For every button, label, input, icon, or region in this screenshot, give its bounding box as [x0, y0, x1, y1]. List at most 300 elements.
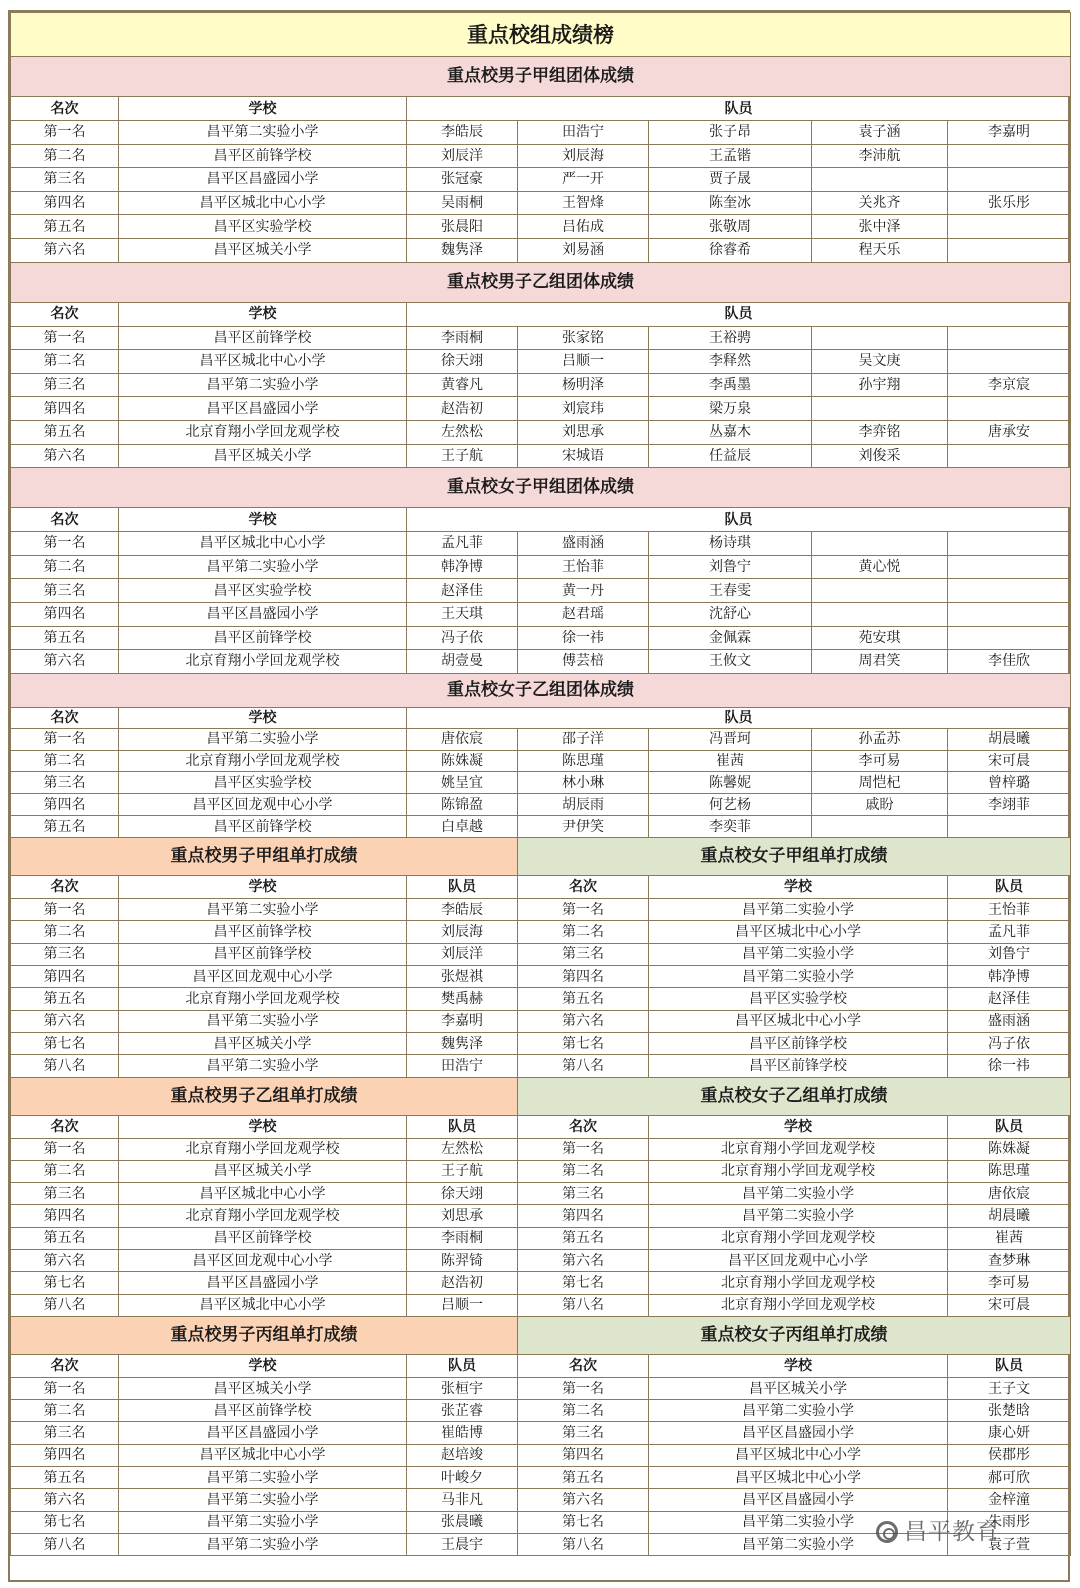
school-cell: 北京育翔小学回龙观学校	[649, 1138, 948, 1160]
player-cell: 侯郡彤	[948, 1444, 1071, 1466]
team-section-title: 重点校男子乙组团体成绩	[11, 262, 1071, 302]
rank-cell: 第二名	[11, 750, 119, 772]
member-cell: 吴雨桐	[407, 191, 518, 215]
member-cell: 李沛航	[812, 144, 948, 168]
member-cell: 任益辰	[649, 444, 812, 468]
player-cell: 宋可晨	[948, 1294, 1071, 1316]
rank-cell: 第六名	[11, 1250, 119, 1272]
team-result-row	[11, 191, 1071, 215]
singles-title-row	[11, 1316, 1071, 1354]
school-header: 学校	[119, 1354, 407, 1377]
member-cell: 戚盼	[812, 794, 948, 816]
member-cell: 贾子晟	[649, 168, 812, 192]
player-cell: 刘辰海	[407, 921, 518, 943]
singles-result-row	[11, 1205, 1071, 1227]
rank-cell: 第三名	[11, 579, 119, 603]
boys-singles-title: 重点校男子甲组单打成绩	[11, 838, 518, 876]
rank-cell: 第三名	[11, 1422, 119, 1444]
member-cell: 胡壹曼	[407, 650, 518, 674]
member-cell	[948, 579, 1071, 603]
member-cell: 孙孟苏	[812, 728, 948, 750]
player-cell: 李雨桐	[407, 1227, 518, 1249]
rank-cell: 第一名	[518, 899, 649, 921]
member-cell: 魏隽泽	[407, 238, 518, 262]
team-result-row	[11, 121, 1071, 145]
school-cell: 昌平第二实验小学	[119, 1055, 407, 1077]
member-cell: 张家铭	[518, 326, 649, 350]
player-cell: 张桓宇	[407, 1377, 518, 1399]
member-cell: 陈奎冰	[649, 191, 812, 215]
player-cell: 陈羿锜	[407, 1250, 518, 1272]
member-cell: 李可易	[812, 750, 948, 772]
member-cell: 冯晋珂	[649, 728, 812, 750]
member-cell	[812, 326, 948, 350]
rank-cell: 第四名	[518, 1444, 649, 1466]
player-header: 队员	[948, 1354, 1071, 1377]
school-cell: 昌平区前锋学校	[649, 1055, 948, 1077]
school-cell: 昌平区昌盛园小学	[649, 1489, 948, 1511]
rank-cell: 第七名	[518, 1272, 649, 1294]
member-cell: 刘宸玮	[518, 397, 649, 421]
player-cell: 孟凡菲	[948, 921, 1071, 943]
team-result-row	[11, 238, 1071, 262]
singles-result-row	[11, 1272, 1071, 1294]
results-table	[10, 12, 1071, 1556]
member-cell: 王天琪	[407, 602, 518, 626]
members-header: 队员	[407, 97, 1071, 121]
player-cell: 马非凡	[407, 1489, 518, 1511]
team-result-row	[11, 728, 1071, 750]
player-cell: 王晨宇	[407, 1533, 518, 1555]
member-cell: 李京宸	[948, 373, 1071, 397]
school-header: 学校	[119, 876, 407, 899]
member-cell: 李嘉明	[948, 121, 1071, 145]
singles-result-row	[11, 943, 1071, 965]
player-cell: 张楚晗	[948, 1400, 1071, 1422]
member-cell: 王怡菲	[518, 555, 649, 579]
rank-cell: 第二名	[518, 921, 649, 943]
rank-cell: 第四名	[518, 966, 649, 988]
school-cell: 昌平区城北中心小学	[119, 532, 407, 556]
member-cell: 陈姝凝	[407, 750, 518, 772]
rank-cell: 第七名	[518, 1511, 649, 1533]
rank-cell: 第五名	[11, 816, 119, 838]
player-cell: 徐天翊	[407, 1183, 518, 1205]
rank-cell: 第一名	[11, 532, 119, 556]
boys-singles-title: 重点校男子乙组单打成绩	[11, 1077, 518, 1115]
girls-singles-title: 重点校女子丙组单打成绩	[518, 1316, 1071, 1354]
school-cell: 昌平区前锋学校	[119, 1227, 407, 1249]
singles-header-row	[11, 876, 1071, 899]
member-cell: 张敬周	[649, 215, 812, 239]
rank-cell: 第二名	[518, 1160, 649, 1182]
school-cell: 昌平区昌盛园小学	[119, 602, 407, 626]
member-cell: 赵浩初	[407, 397, 518, 421]
member-cell: 傅芸棓	[518, 650, 649, 674]
member-cell: 邵子洋	[518, 728, 649, 750]
member-cell: 李皓辰	[407, 121, 518, 145]
player-cell: 刘思承	[407, 1205, 518, 1227]
school-cell: 昌平区实验学校	[649, 988, 948, 1010]
member-cell: 张晨阳	[407, 215, 518, 239]
member-cell: 刘思承	[518, 420, 649, 444]
singles-result-row	[11, 921, 1071, 943]
school-cell: 昌平区前锋学校	[119, 943, 407, 965]
rank-header: 名次	[518, 876, 649, 899]
school-cell: 昌平第二实验小学	[119, 728, 407, 750]
member-cell	[812, 397, 948, 421]
rank-cell: 第二名	[11, 350, 119, 374]
school-cell: 昌平区城北中心小学	[119, 191, 407, 215]
rank-cell: 第二名	[11, 1400, 119, 1422]
rank-cell: 第八名	[11, 1055, 119, 1077]
member-cell: 唐依宸	[407, 728, 518, 750]
player-header: 队员	[407, 876, 518, 899]
school-cell: 昌平区前锋学校	[119, 921, 407, 943]
rank-cell: 第六名	[11, 650, 119, 674]
rank-cell: 第四名	[11, 1444, 119, 1466]
school-cell: 昌平第二实验小学	[119, 899, 407, 921]
school-cell: 昌平区昌盛园小学	[119, 1422, 407, 1444]
player-cell: 袁子萱	[948, 1533, 1071, 1555]
rank-header: 名次	[518, 1354, 649, 1377]
rank-cell: 第八名	[11, 1533, 119, 1555]
member-cell: 胡晨曦	[948, 728, 1071, 750]
member-cell	[812, 579, 948, 603]
member-cell: 崔茜	[649, 750, 812, 772]
player-header: 队员	[948, 876, 1071, 899]
rank-header: 名次	[11, 302, 119, 326]
members-header: 队员	[407, 707, 1071, 728]
team-result-row	[11, 532, 1071, 556]
school-cell: 北京育翔小学回龙观学校	[119, 1138, 407, 1160]
singles-title-row	[11, 1077, 1071, 1115]
rank-cell: 第四名	[518, 1205, 649, 1227]
member-cell: 冯子依	[407, 626, 518, 650]
school-cell: 昌平区回龙观中心小学	[119, 1250, 407, 1272]
rank-cell: 第五名	[518, 988, 649, 1010]
school-cell: 昌平区城关小学	[119, 1377, 407, 1399]
rank-cell: 第四名	[11, 191, 119, 215]
girls-singles-title: 重点校女子乙组单打成绩	[518, 1077, 1071, 1115]
player-cell: 崔茜	[948, 1227, 1071, 1249]
member-cell: 沈舒心	[649, 602, 812, 626]
school-cell: 昌平区城关小学	[119, 1032, 407, 1054]
member-cell: 何艺杨	[649, 794, 812, 816]
school-cell: 昌平第二实验小学	[119, 373, 407, 397]
member-cell	[948, 238, 1071, 262]
rank-cell: 第六名	[11, 444, 119, 468]
member-cell: 杨明泽	[518, 373, 649, 397]
school-cell: 昌平第二实验小学	[649, 943, 948, 965]
rank-cell: 第五名	[11, 420, 119, 444]
school-cell: 昌平区城北中心小学	[119, 1294, 407, 1316]
member-cell: 梁万泉	[649, 397, 812, 421]
rank-cell: 第八名	[518, 1533, 649, 1555]
singles-result-row	[11, 1160, 1071, 1182]
singles-result-row	[11, 1250, 1071, 1272]
team-result-row	[11, 373, 1071, 397]
rank-header: 名次	[11, 707, 119, 728]
member-cell: 陈馨妮	[649, 772, 812, 794]
player-cell: 叶峻夕	[407, 1467, 518, 1489]
member-cell	[812, 168, 948, 192]
singles-result-row	[11, 1010, 1071, 1032]
player-cell: 徐一祎	[948, 1055, 1071, 1077]
school-cell: 昌平区前锋学校	[119, 1400, 407, 1422]
rank-header: 名次	[11, 1354, 119, 1377]
player-cell: 李嘉明	[407, 1010, 518, 1032]
school-cell: 北京育翔小学回龙观学校	[119, 750, 407, 772]
player-cell: 魏隽泽	[407, 1032, 518, 1054]
member-cell	[812, 532, 948, 556]
school-cell: 昌平第二实验小学	[119, 1489, 407, 1511]
school-cell: 昌平区前锋学校	[119, 626, 407, 650]
school-cell: 昌平区前锋学校	[119, 144, 407, 168]
member-cell	[948, 602, 1071, 626]
member-cell: 白卓越	[407, 816, 518, 838]
member-cell: 刘辰洋	[407, 144, 518, 168]
member-cell: 杨诗琪	[649, 532, 812, 556]
member-cell: 黄睿凡	[407, 373, 518, 397]
member-cell: 李禹墨	[649, 373, 812, 397]
player-cell: 冯子依	[948, 1032, 1071, 1054]
rank-cell: 第三名	[11, 168, 119, 192]
member-cell	[812, 816, 948, 838]
rank-cell: 第三名	[11, 943, 119, 965]
member-cell: 田浩宁	[518, 121, 649, 145]
school-cell: 北京育翔小学回龙观学校	[649, 1272, 948, 1294]
team-section-title-row	[11, 262, 1071, 302]
team-section-title-row	[11, 468, 1071, 508]
player-cell: 赵培竣	[407, 1444, 518, 1466]
weibo-logo-icon	[876, 1521, 898, 1543]
player-cell: 韩净博	[948, 966, 1071, 988]
singles-result-row	[11, 1032, 1071, 1054]
rank-cell: 第四名	[11, 966, 119, 988]
rank-cell: 第四名	[11, 602, 119, 626]
school-cell: 昌平区城关小学	[649, 1377, 948, 1399]
rank-cell: 第四名	[11, 397, 119, 421]
school-cell: 北京育翔小学回龙观学校	[649, 1160, 948, 1182]
school-header: 学校	[649, 876, 948, 899]
player-cell: 刘鲁宁	[948, 943, 1071, 965]
member-cell: 唐承安	[948, 420, 1071, 444]
member-cell: 曾梓璐	[948, 772, 1071, 794]
member-cell: 丛嘉木	[649, 420, 812, 444]
team-result-row	[11, 750, 1071, 772]
player-cell: 王怡菲	[948, 899, 1071, 921]
member-cell: 李翊菲	[948, 794, 1071, 816]
rank-cell: 第五名	[11, 626, 119, 650]
watermark-text: 昌平教育	[904, 1519, 1000, 1545]
player-cell: 李皓辰	[407, 899, 518, 921]
singles-result-row	[11, 1467, 1071, 1489]
team-result-row	[11, 326, 1071, 350]
school-cell: 昌平区昌盛园小学	[119, 397, 407, 421]
school-cell: 昌平区昌盛园小学	[649, 1422, 948, 1444]
member-cell: 赵君瑶	[518, 602, 649, 626]
rank-cell: 第二名	[11, 921, 119, 943]
school-cell: 北京育翔小学回龙观学校	[119, 988, 407, 1010]
school-header: 学校	[119, 302, 407, 326]
member-cell: 李弈铭	[812, 420, 948, 444]
member-cell	[948, 350, 1071, 374]
singles-result-row	[11, 1489, 1071, 1511]
team-result-row	[11, 626, 1071, 650]
school-cell: 北京育翔小学回龙观学校	[649, 1227, 948, 1249]
school-cell: 昌平第二实验小学	[119, 1467, 407, 1489]
member-cell: 王裕骋	[649, 326, 812, 350]
school-cell: 昌平第二实验小学	[649, 1511, 948, 1533]
school-header: 学校	[119, 508, 407, 532]
team-result-row	[11, 794, 1071, 816]
rank-cell: 第五名	[11, 1227, 119, 1249]
member-cell: 张子昂	[649, 121, 812, 145]
player-cell: 张芷睿	[407, 1400, 518, 1422]
rank-cell: 第五名	[518, 1227, 649, 1249]
team-result-row	[11, 555, 1071, 579]
member-cell: 李释然	[649, 350, 812, 374]
school-cell: 北京育翔小学回龙观学校	[119, 1205, 407, 1227]
member-cell: 黄心悦	[812, 555, 948, 579]
rank-cell: 第五名	[11, 988, 119, 1010]
rank-cell: 第五名	[11, 215, 119, 239]
rank-header: 名次	[11, 508, 119, 532]
school-cell: 昌平第二实验小学	[119, 1533, 407, 1555]
member-cell: 黄一丹	[518, 579, 649, 603]
member-cell: 刘辰海	[518, 144, 649, 168]
team-result-row	[11, 444, 1071, 468]
team-result-row	[11, 350, 1071, 374]
member-cell: 张冠豪	[407, 168, 518, 192]
team-result-row	[11, 420, 1071, 444]
rank-cell: 第六名	[11, 1489, 119, 1511]
rank-cell: 第三名	[11, 772, 119, 794]
team-section-title: 重点校男子甲组团体成绩	[11, 57, 1071, 97]
team-header-row	[11, 707, 1071, 728]
school-cell: 昌平区城北中心小学	[649, 1467, 948, 1489]
rank-cell: 第三名	[11, 1183, 119, 1205]
singles-title-row	[11, 838, 1071, 876]
member-cell: 左然松	[407, 420, 518, 444]
singles-result-row	[11, 1055, 1071, 1077]
member-cell: 林小琳	[518, 772, 649, 794]
member-cell: 韩净博	[407, 555, 518, 579]
player-cell: 郝可欣	[948, 1467, 1071, 1489]
player-cell: 张煜祺	[407, 966, 518, 988]
singles-result-row	[11, 988, 1071, 1010]
player-cell: 赵泽佳	[948, 988, 1071, 1010]
member-cell: 徐天翊	[407, 350, 518, 374]
school-cell: 昌平第二实验小学	[119, 1511, 407, 1533]
rank-cell: 第五名	[11, 1467, 119, 1489]
member-cell: 徐睿希	[649, 238, 812, 262]
rank-cell: 第八名	[518, 1294, 649, 1316]
team-header-row	[11, 302, 1071, 326]
team-result-row	[11, 215, 1071, 239]
rank-cell: 第一名	[11, 1138, 119, 1160]
school-cell: 昌平第二实验小学	[649, 1205, 948, 1227]
member-cell	[948, 555, 1071, 579]
rank-cell: 第六名	[11, 238, 119, 262]
rank-header: 名次	[11, 876, 119, 899]
rank-cell: 第七名	[11, 1032, 119, 1054]
member-cell	[948, 397, 1071, 421]
team-result-row	[11, 168, 1071, 192]
team-section-title-row	[11, 673, 1071, 707]
team-header-row	[11, 97, 1071, 121]
member-cell: 金佩霖	[649, 626, 812, 650]
team-result-row	[11, 650, 1071, 674]
school-cell: 昌平第二实验小学	[119, 555, 407, 579]
school-cell: 北京育翔小学回龙观学校	[119, 420, 407, 444]
member-cell: 严一开	[518, 168, 649, 192]
rank-cell: 第六名	[518, 1250, 649, 1272]
rank-cell: 第一名	[518, 1377, 649, 1399]
member-cell: 王春雯	[649, 579, 812, 603]
rank-cell: 第三名	[518, 1183, 649, 1205]
rank-cell: 第三名	[518, 943, 649, 965]
rank-cell: 第八名	[518, 1055, 649, 1077]
rank-cell: 第二名	[11, 1160, 119, 1182]
school-cell: 昌平区前锋学校	[119, 326, 407, 350]
member-cell	[948, 144, 1071, 168]
school-cell: 昌平区回龙观中心小学	[649, 1250, 948, 1272]
player-cell: 查梦琳	[948, 1250, 1071, 1272]
player-cell: 盛雨涵	[948, 1010, 1071, 1032]
members-header: 队员	[407, 302, 1071, 326]
title-row	[11, 13, 1071, 57]
player-cell: 田浩宁	[407, 1055, 518, 1077]
member-cell: 程天乐	[812, 238, 948, 262]
rank-cell: 第四名	[11, 794, 119, 816]
school-header: 学校	[119, 707, 407, 728]
school-cell: 北京育翔小学回龙观学校	[119, 650, 407, 674]
member-cell: 李奕菲	[649, 816, 812, 838]
singles-result-row	[11, 1400, 1071, 1422]
member-cell: 周恺杞	[812, 772, 948, 794]
member-cell	[948, 168, 1071, 192]
school-cell: 昌平区昌盛园小学	[119, 168, 407, 192]
member-cell	[812, 602, 948, 626]
team-result-row	[11, 144, 1071, 168]
school-cell: 昌平区城北中心小学	[649, 921, 948, 943]
player-cell: 朱雨彤	[948, 1511, 1071, 1533]
rank-header: 名次	[518, 1115, 649, 1138]
member-cell: 张乐彤	[948, 191, 1071, 215]
player-cell: 金梓潼	[948, 1489, 1071, 1511]
player-cell: 樊禹赫	[407, 988, 518, 1010]
team-section-title-row	[11, 57, 1071, 97]
rank-cell: 第八名	[11, 1294, 119, 1316]
school-cell: 昌平第二实验小学	[649, 1183, 948, 1205]
member-cell: 苑安琪	[812, 626, 948, 650]
member-cell: 袁子涵	[812, 121, 948, 145]
school-cell: 昌平区昌盛园小学	[119, 1272, 407, 1294]
member-cell: 吕顺一	[518, 350, 649, 374]
school-cell: 昌平区实验学校	[119, 772, 407, 794]
member-cell: 刘俊采	[812, 444, 948, 468]
member-cell	[948, 326, 1071, 350]
member-cell: 宋可晨	[948, 750, 1071, 772]
member-cell: 王孟锴	[649, 144, 812, 168]
member-cell: 姚呈宜	[407, 772, 518, 794]
member-cell: 王子航	[407, 444, 518, 468]
player-cell: 赵浩初	[407, 1272, 518, 1294]
member-cell: 陈锦盈	[407, 794, 518, 816]
member-cell: 胡辰雨	[518, 794, 649, 816]
